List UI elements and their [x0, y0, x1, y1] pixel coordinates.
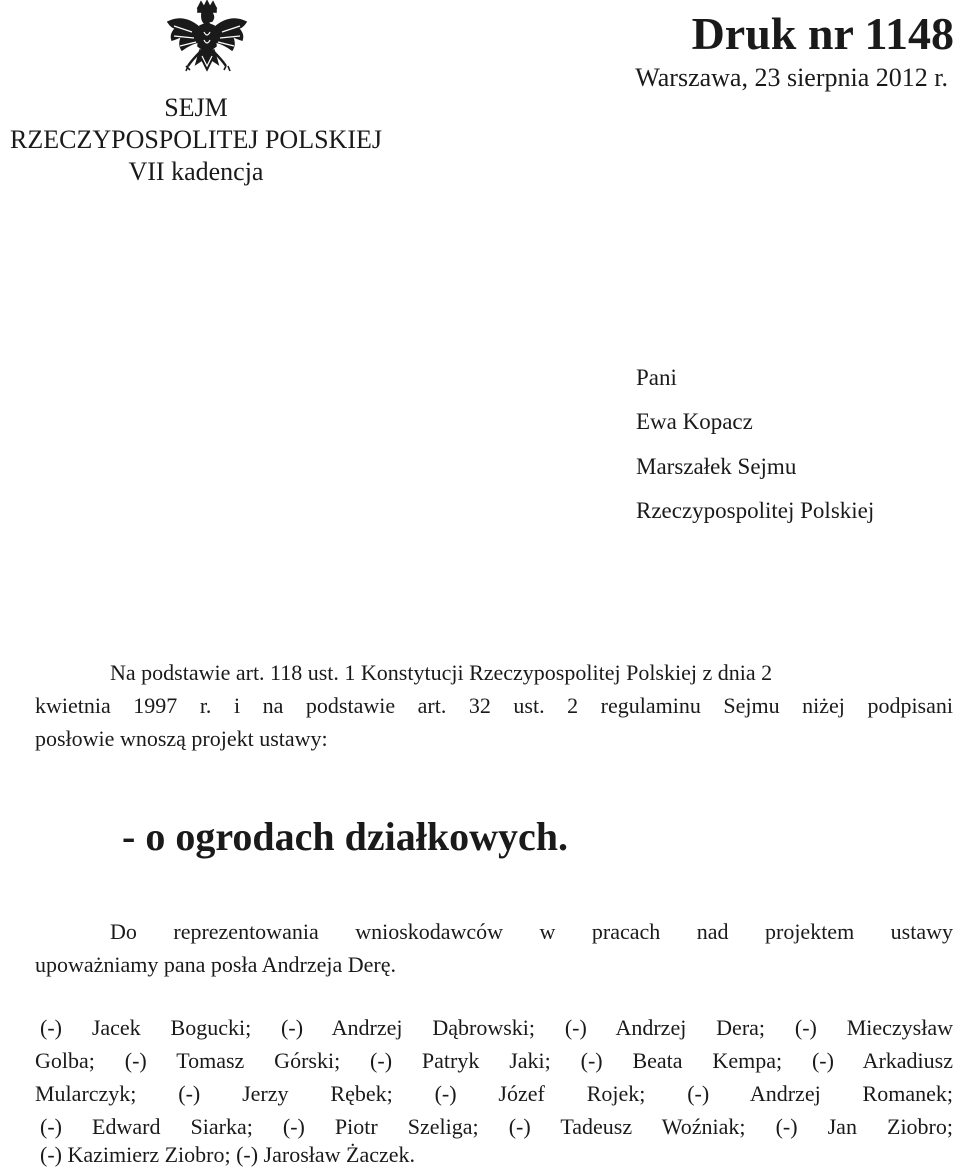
representation-line-2: upoważniamy pana posła Andrzeja Derę.: [35, 952, 397, 977]
polish-eagle-icon: [162, 0, 252, 86]
addressee-name: Ewa Kopacz: [636, 409, 753, 434]
intro-line-2: kwietnia 1997 r. i na podstawie art. 32 ust. 2 regulaminu Sejmu niżej podpisani: [35, 693, 953, 718]
intro-line-3: posłowie wnoszą projekt ustawy:: [35, 726, 328, 751]
signatories-line-5: (-) Kazimierz Ziobro; (-) Jarosław Żaczek.: [40, 1142, 416, 1167]
print-number: Druk nr 1148: [691, 8, 954, 59]
addressee-function: Marszałek Sejmu: [636, 454, 797, 479]
place-date: Warszawa, 23 sierpnia 2012 r.: [635, 63, 948, 92]
addressee-country: Rzeczypospolitej Polskiej: [636, 498, 875, 523]
signatories-line-3: Mularczyk; (-) Jerzy Rębek; (-) Józef Rojek; (-) Andrzej Romanek;: [35, 1081, 953, 1106]
signatories-line-2: Golba; (-) Tomasz Górski; (-) Patryk Jaki; (-) Beata Kempa; (-) Arkadiusz: [35, 1048, 953, 1073]
institution-sejm: SEJM: [164, 93, 228, 122]
project-title: - o ogrodach działkowych.: [122, 814, 568, 859]
addressee-salutation: Pani: [636, 365, 677, 390]
representation-line-1: Do reprezentowania wnioskodawców w pracach nad projektem ustawy: [110, 919, 953, 944]
signatories-line-4: (-) Edward Siarka; (-) Piotr Szeliga; (-) Tadeusz Woźniak; (-) Jan Ziobro;: [40, 1114, 953, 1139]
institution-term: VII kadencja: [128, 157, 264, 186]
signatories-line-1: (-) Jacek Bogucki; (-) Andrzej Dąbrowski; (-) Andrzej Dera; (-) Mieczysław: [40, 1015, 953, 1040]
intro-line-1: Na podstawie art. 118 ust. 1 Konstytucji Rzeczypospolitej Polskiej z dnia 2: [110, 660, 773, 685]
institution-country: RZECZYPOSPOLITEJ POLSKIEJ: [10, 125, 382, 154]
